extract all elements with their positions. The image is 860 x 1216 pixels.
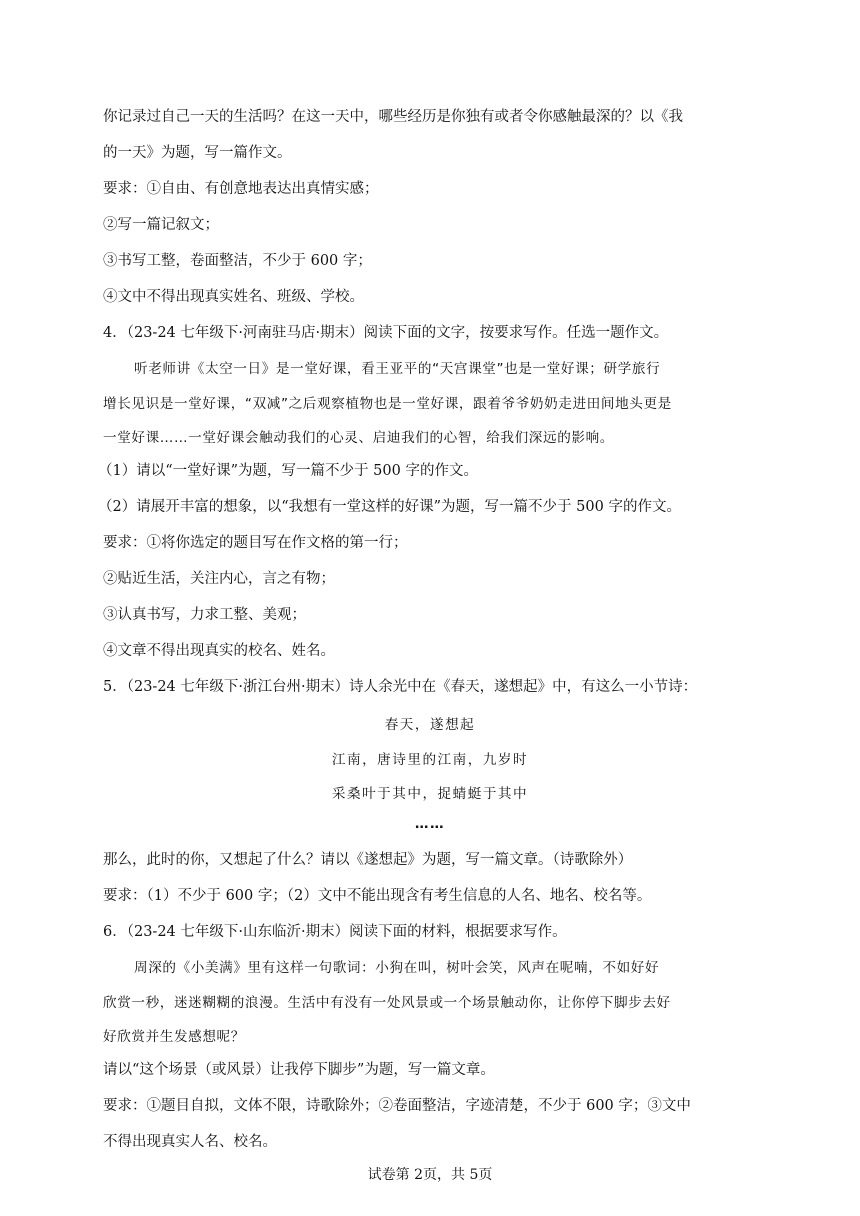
q4-requirement-4: ④文章不得出现真实的校名、姓名。 — [103, 643, 335, 659]
q5-prompt: 那么，此时的你，又想起了什么？请以《遂想起》为题，写一篇文章。（诗歌除外） — [103, 852, 633, 868]
q3-line-2: 的一天》为题，写一篇作文。 — [103, 145, 292, 161]
q4-passage-line-1: 听老师讲《太空一日》是一堂好课，看王亚平的“天宫课堂”也是一堂好课；研学旅行 — [134, 361, 661, 377]
q5-poem-ellipsis: …… — [414, 816, 446, 832]
q6-passage-line-1: 周深的《小美满》里有这样一句歌词：小狗在叫，树叶会笑，风声在呢喃，不如好好 — [134, 960, 660, 976]
q5-heading: 5．（23-24 七年级下·浙江台州·期末）诗人余光中在《春天，遂想起》中，有这么一小节诗： — [103, 679, 698, 695]
q4-requirement-3: ③认真书写，力求工整、美观； — [103, 607, 306, 623]
q4-passage-line-3: 一堂好课……一堂好课会触动我们的心灵、启迪我们的心智，给我们深远的影响。 — [103, 430, 614, 446]
q6-requirement-line-2: 不得出现真实人名、校名。 — [103, 1134, 277, 1150]
q6-passage-line-3: 好欣赏并生发感想呢？ — [103, 1029, 245, 1045]
q6-heading: 6．（23-24 七年级下·山东临沂·期末）阅读下面的材料，根据要求写作。 — [103, 924, 567, 940]
q4-option-2: （2）请展开丰富的想象，以“我想有一堂这样的好课”为题，写一篇不少于 500 字的作文。 — [98, 499, 681, 515]
q6-passage-line-2: 欣赏一秒，迷迷糊糊的浪漫。生活中有没有一处风景或一个场景触动你，让你停下脚步去好 — [103, 995, 671, 1011]
q4-heading: 4．（23-24 七年级下·河南驻马店·期末）阅读下面的文字，按要求写作。任选一题作文。 — [103, 325, 669, 341]
q3-requirement-2: ②写一篇记叙文； — [103, 217, 219, 233]
q4-option-1: （1）请以“一堂好课”为题，写一篇不少于 500 字的作文。 — [98, 463, 478, 479]
page-footer: 试卷第 2页，共 5页 — [367, 1167, 493, 1183]
q4-passage-line-2: 增长见识是一堂好课，“双减”之后观察植物也是一堂好课，跟着爷爷奶奶走进田间地头更是 — [103, 396, 672, 412]
q3-requirement-1: 要求：①自由、有创意地表达出真情实感； — [103, 181, 379, 197]
q6-requirement-line-1: 要求：①题目自拟，文体不限，诗歌除外；②卷面整洁，字迹清楚，不少于 600 字；③文中 — [103, 1098, 691, 1114]
q5-requirement: 要求：（1）不少于 600 字；（2）文中不能出现含有考生信息的人名、地名、校名等。 — [103, 888, 652, 904]
q5-poem-line-3: 采桑叶于其中，捉蜻蜓于其中 — [331, 786, 529, 802]
q4-requirement-1: 要求：①将你选定的题目写在作文格的第一行； — [103, 535, 408, 551]
q6-prompt: 请以“这个场景（或风景）让我停下脚步”为题，写一篇文章。 — [103, 1062, 495, 1078]
q3-requirement-4: ④文中不得出现真实姓名、班级、学校。 — [103, 289, 364, 305]
q5-poem-line-2: 江南，唐诗里的江南，九岁时 — [331, 752, 529, 768]
q4-requirement-2: ②贴近生活，关注内心，言之有物； — [103, 571, 335, 587]
q3-line-1: 你记录过自己一天的生活吗？在这一天中，哪些经历是你独有或者令你感触最深的？以《我 — [103, 109, 683, 125]
q5-poem-line-1: 春天，遂想起 — [384, 717, 476, 733]
q3-requirement-3: ③书写工整，卷面整洁，不少于 600 字； — [103, 253, 372, 269]
